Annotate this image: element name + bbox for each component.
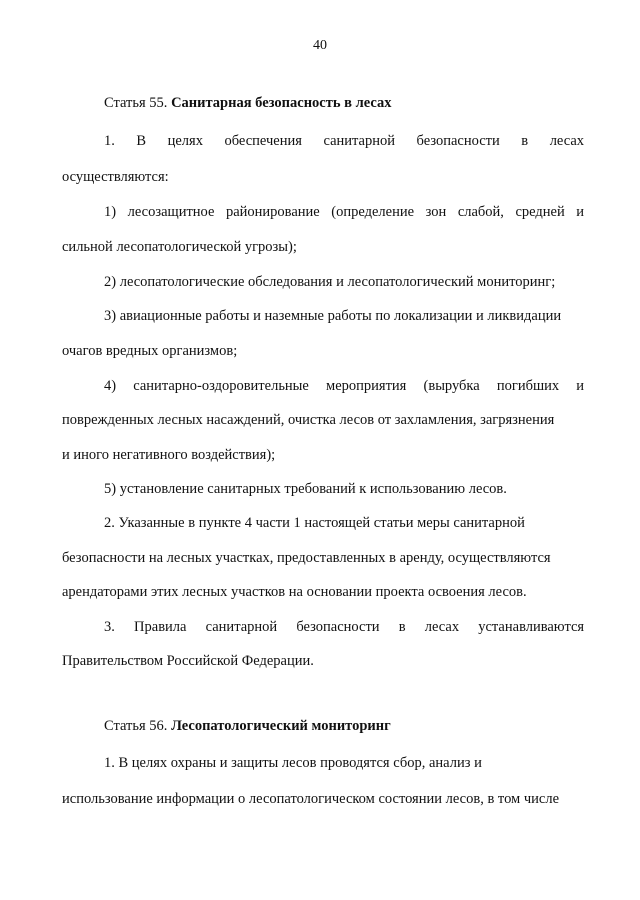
article-55-item3-line1: 3) авиационные работы и наземные работы по локализации и ликвидации xyxy=(104,308,562,324)
word: 1) xyxy=(104,204,117,220)
word: 3. xyxy=(104,619,115,635)
article-55-item1-line2: сильной лесопатологической угрозы); xyxy=(62,239,297,255)
word: зон xyxy=(425,204,447,220)
word: в xyxy=(521,133,529,149)
article-55-p2-line2: безопасности на лесных участках, предоставленных в аренду, осуществляются xyxy=(62,550,551,566)
article-55-item1-line1 xyxy=(104,202,584,222)
word: целях xyxy=(167,133,203,149)
word: 4) xyxy=(104,378,117,394)
word: и xyxy=(576,204,585,220)
article-55-p2-line1: 2. Указанные в пункте 4 части 1 настоящей статьи меры санитарной xyxy=(104,515,525,531)
word: лесозащитное xyxy=(127,204,215,220)
article-55-prefix: Статья 55. xyxy=(104,95,168,111)
word: санитарно-оздоровительные xyxy=(133,378,309,394)
word: Правила xyxy=(134,619,187,635)
article-55-item4-line2: поврежденных лесных насаждений, очистка лесов от захламления, загрязнения xyxy=(62,412,555,428)
article-55-heading xyxy=(104,93,391,113)
article-55-p1-line1 xyxy=(104,131,584,151)
word: мероприятия xyxy=(326,378,407,394)
word: (вырубка xyxy=(423,378,480,394)
word: В xyxy=(136,133,147,149)
article-55-item4-line3: и иного негативного воздействия); xyxy=(62,447,276,463)
article-56-p1-line1: 1. В целях охраны и защиты лесов проводятся сбор, анализ и xyxy=(104,755,482,771)
article-56-p1-line2: использование информации о лесопатологическом состоянии лесов, в том числе xyxy=(62,791,560,807)
word: санитарной xyxy=(205,619,278,635)
article-55-item4-line1 xyxy=(104,376,584,396)
article-55-p3-line1 xyxy=(104,617,584,637)
word: устанавливаются xyxy=(478,619,585,635)
article-55-item5: 5) установление санитарных требований к использованию лесов. xyxy=(104,481,507,497)
article-55-p2-line3: арендаторами этих лесных участков на основании проекта освоения лесов. xyxy=(62,584,527,600)
word: санитарной xyxy=(323,133,395,149)
word: 1. xyxy=(104,133,115,149)
article-56-prefix: Статья 56. xyxy=(104,718,168,734)
word: в xyxy=(398,619,406,635)
word: погибших xyxy=(496,378,560,394)
article-55-item2: 2) лесопатологические обследования и лесопатологический мониторинг; xyxy=(104,274,556,290)
article-56-heading xyxy=(104,716,391,736)
word: обеспечения xyxy=(224,133,302,149)
article-56-title: Лесопатологический мониторинг xyxy=(171,718,391,734)
page-number: 40 xyxy=(313,38,327,53)
article-55-item3-line2: очагов вредных организмов; xyxy=(62,343,238,359)
article-55-p3-line2: Правительством Российской Федерации. xyxy=(62,653,314,669)
word: (определение xyxy=(331,204,415,220)
word: районирование xyxy=(225,204,320,220)
word: безопасности xyxy=(296,619,380,635)
word: средней xyxy=(515,204,565,220)
word: слабой, xyxy=(457,204,504,220)
word: лесах xyxy=(549,133,585,149)
word: безопасности xyxy=(416,133,500,149)
article-55-title: Санитарная безопасность в лесах xyxy=(171,95,392,111)
word: и xyxy=(576,378,585,394)
word: лесах xyxy=(424,619,460,635)
article-55-p1-line2: осуществляются: xyxy=(62,169,169,185)
